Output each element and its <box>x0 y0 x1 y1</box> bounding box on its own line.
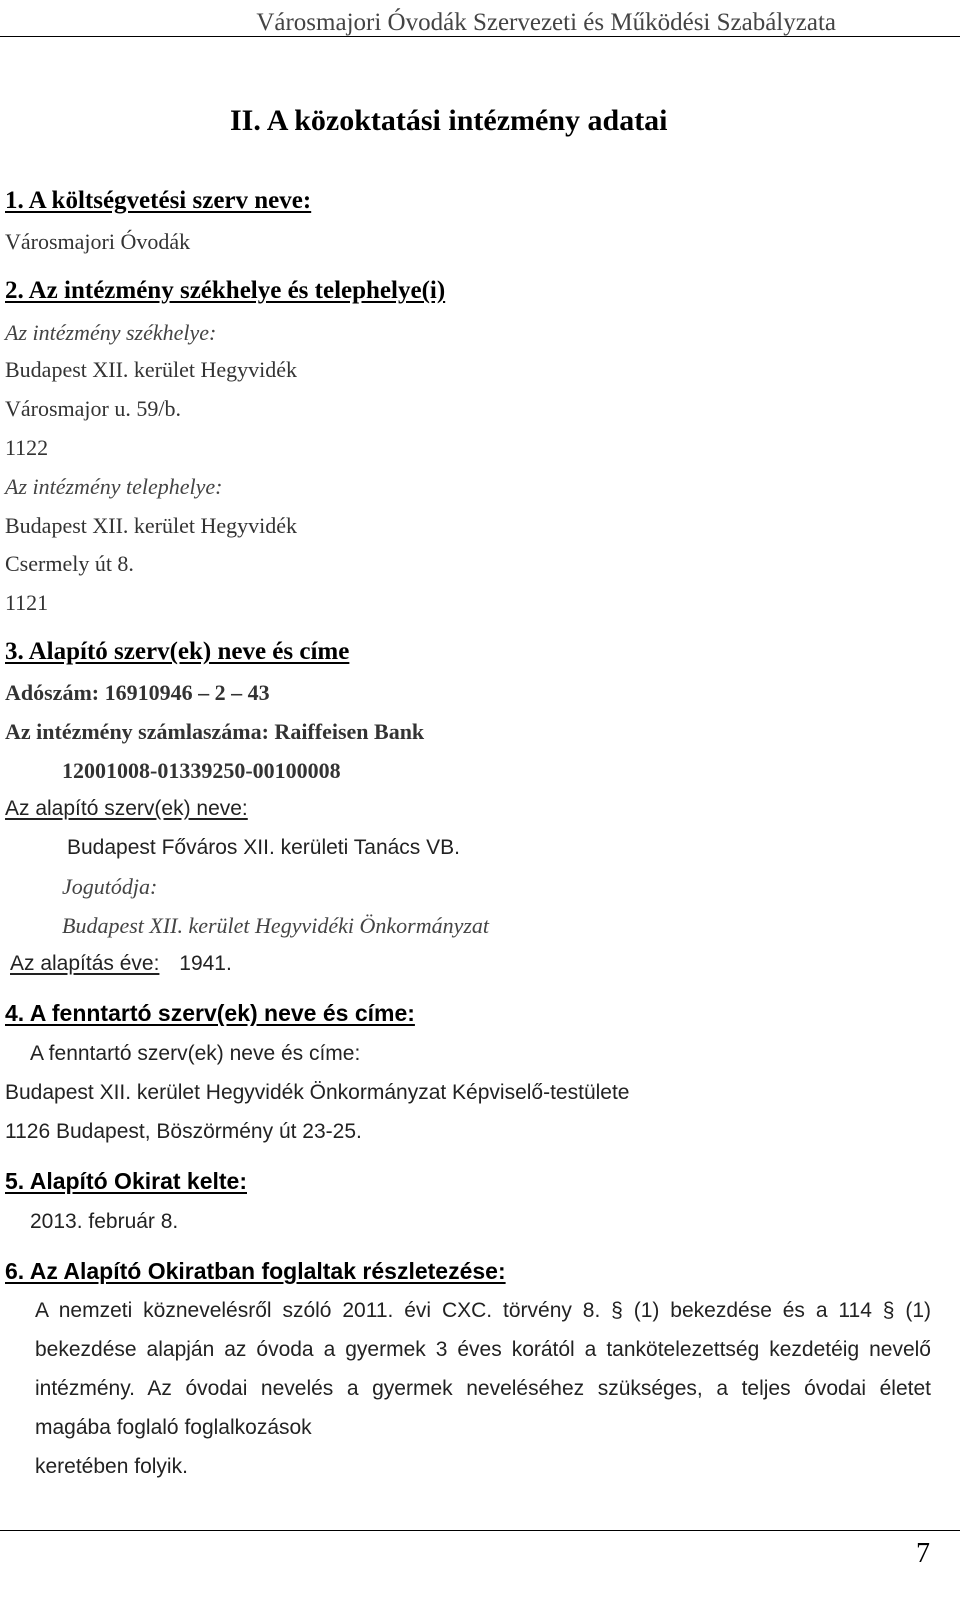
seat-line2: Városmajor u. 59/b. <box>5 396 181 421</box>
maintainer-line1: Budapest XII. kerület Hegyvidék Önkormányzat Képviselő-testülete <box>5 1081 630 1104</box>
details-line3: intézmény. Az óvodai nevelés a gyermek neveléséhez szükséges, a teljes óvodai életet <box>35 1377 931 1400</box>
header-title: Városmajori Óvodák Szervezeti és Működési Szabályzata <box>256 9 836 36</box>
founder-name: Budapest Főváros XII. kerületi Tanács VB. <box>67 836 460 859</box>
maintainer-line2: 1126 Budapest, Böszörmény út 23-25. <box>5 1120 362 1143</box>
details-line5: keretében folyik. <box>35 1455 188 1478</box>
page-footer-rule <box>0 1530 960 1531</box>
site-line2: Csermely út 8. <box>5 551 134 576</box>
section-1-heading: 1. A költségvetési szerv neve: <box>5 187 312 214</box>
section-3-heading: 3. Alapító szerv(ek) neve és címe <box>5 638 350 665</box>
account-number: 12001008-01339250-00100008 <box>62 758 341 783</box>
site-label: Az intézmény telephelye: <box>5 474 223 499</box>
seat-zip: 1122 <box>5 435 49 460</box>
page-number: 7 <box>916 1538 930 1569</box>
details-line1: A nemzeti köznevelésről szóló 2011. évi CXC. törvény 8. § (1) bekezdése és a 114 § (1) <box>35 1299 931 1322</box>
founding-year: 1941. <box>179 952 232 975</box>
founding-year-label: Az alapítás éve: <box>10 952 160 975</box>
section-5-heading: 5. Alapító Okirat kelte: <box>5 1168 247 1194</box>
founding-year-row <box>10 952 232 976</box>
section-2-heading: 2. Az intézmény székhelye és telephelye(i) <box>5 277 446 304</box>
successor-name: Budapest XII. kerület Hegyvidéki Önkormányzat <box>62 913 490 938</box>
seat-label: Az intézmény székhelye: <box>5 320 217 345</box>
details-line2: bekezdése alapján az óvoda a gyermek 3 éves korától a tankötelezettség kezdetéig nevelő <box>35 1338 931 1361</box>
section-4-heading: 4. A fenntartó szerv(ek) neve és címe: <box>5 1000 415 1026</box>
page-header <box>0 6 960 37</box>
site-zip: 1121 <box>5 590 49 615</box>
account-line: Az intézmény számlaszáma: Raiffeisen Bank <box>5 719 425 744</box>
successor-label: Jogutódja: <box>62 874 158 899</box>
section-6-heading: 6. Az Alapító Okiratban foglaltak részletezése: <box>5 1258 506 1284</box>
seat-line1: Budapest XII. kerület Hegyvidék <box>5 357 298 382</box>
details-line4: magába foglaló foglalkozások <box>35 1416 312 1439</box>
site-line1: Budapest XII. kerület Hegyvidék <box>5 513 298 538</box>
founder-label: Az alapító szerv(ek) neve: <box>5 797 248 820</box>
tax-number: Adószám: 16910946 – 2 – 43 <box>5 680 270 705</box>
institution-name: Városmajori Óvodák <box>5 229 191 254</box>
chapter-title: II. A közoktatási intézmény adatai <box>230 104 668 137</box>
maintainer-label: A fenntartó szerv(ek) neve és címe: <box>30 1042 361 1065</box>
deed-date: 2013. február 8. <box>30 1210 179 1233</box>
